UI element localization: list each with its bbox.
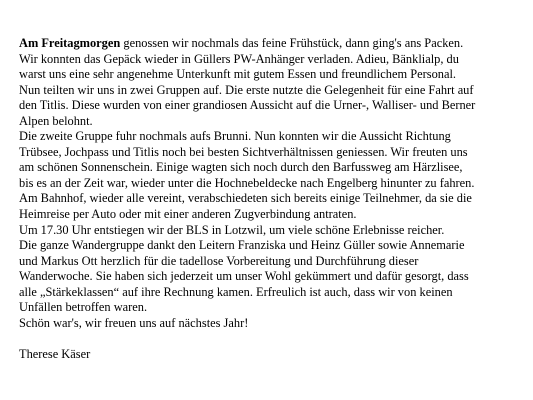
text-line: bis es an der Zeit war, wieder unter die Hochnebeldecke nach Engelberg hinunter zu fahren.	[19, 175, 475, 190]
text-line: alle „Stärkeklassen“ auf ihre Rechnung kamen. Erfreulich ist auch, dass wir von keinen	[19, 284, 453, 299]
text-line: Die zweite Gruppe fuhr nochmals aufs Brunni. Nun konnten wir die Aussicht Richtung	[19, 129, 451, 144]
text-line: Die ganze Wandergruppe dankt den Leitern Franziska und Heinz Güller sowie Annemarie	[19, 238, 465, 253]
text-line: und Markus Ott herzlich für die tadellose Vorbereitung und Durchführung dieser	[19, 253, 419, 268]
text-line: Trübsee, Jochpass und Titlis noch bei besten Sichtverhältnissen geniessen. Wir freuten uns	[19, 144, 468, 159]
report-text	[19, 36, 519, 331]
text-line: den Titlis. Diese wurden von einer grandiosen Aussicht auf die Urner-, Walliser- und Berner	[19, 98, 476, 113]
text-line: Unfällen betroffen waren.	[19, 300, 148, 315]
text-line: Nun teilten wir uns in zwei Gruppen auf. Die erste nutzte die Gelegenheit für eine Fahrt auf	[19, 82, 474, 97]
text-line: Am Bahnhof, wieder alle vereint, verabschiedeten sich bereits einige Teilnehmer, da sie die	[19, 191, 472, 206]
text-line: Schön war's, wir freuen uns auf nächstes Jahr!	[19, 315, 249, 330]
signature: Therese Käser	[19, 346, 91, 361]
text-line: Alpen belohnt.	[19, 113, 93, 128]
text-line: am schönen Sonnenschein. Einige wagten sich noch durch den Barfussweg am Härzlisee,	[19, 160, 463, 175]
text-line: Wir konnten das Gepäck wieder in Güllers PW-Anhänger verladen. Adieu, Bänklialp, du	[19, 51, 459, 66]
text-line: warst uns eine sehr angenehme Unterkunft mit gutem Essen und freundlichem Personal.	[19, 67, 456, 82]
text-line: Um 17.30 Uhr entstiegen wir der BLS in Lotzwil, um viele schöne Erlebnisse reicher.	[19, 222, 445, 237]
text-line: Heimreise per Auto oder mit einer anderen Zugverbindung antraten.	[19, 207, 357, 222]
text-line	[19, 36, 519, 52]
text-line: Wanderwoche. Sie haben sich jederzeit um unser Wohl gekümmert und dafür gesorgt, dass	[19, 269, 469, 284]
text-line-rest: genossen wir nochmals das feine Frühstück, dann ging's ans Packen.	[120, 36, 464, 50]
lead-phrase: Am Freitagmorgen	[19, 36, 121, 50]
